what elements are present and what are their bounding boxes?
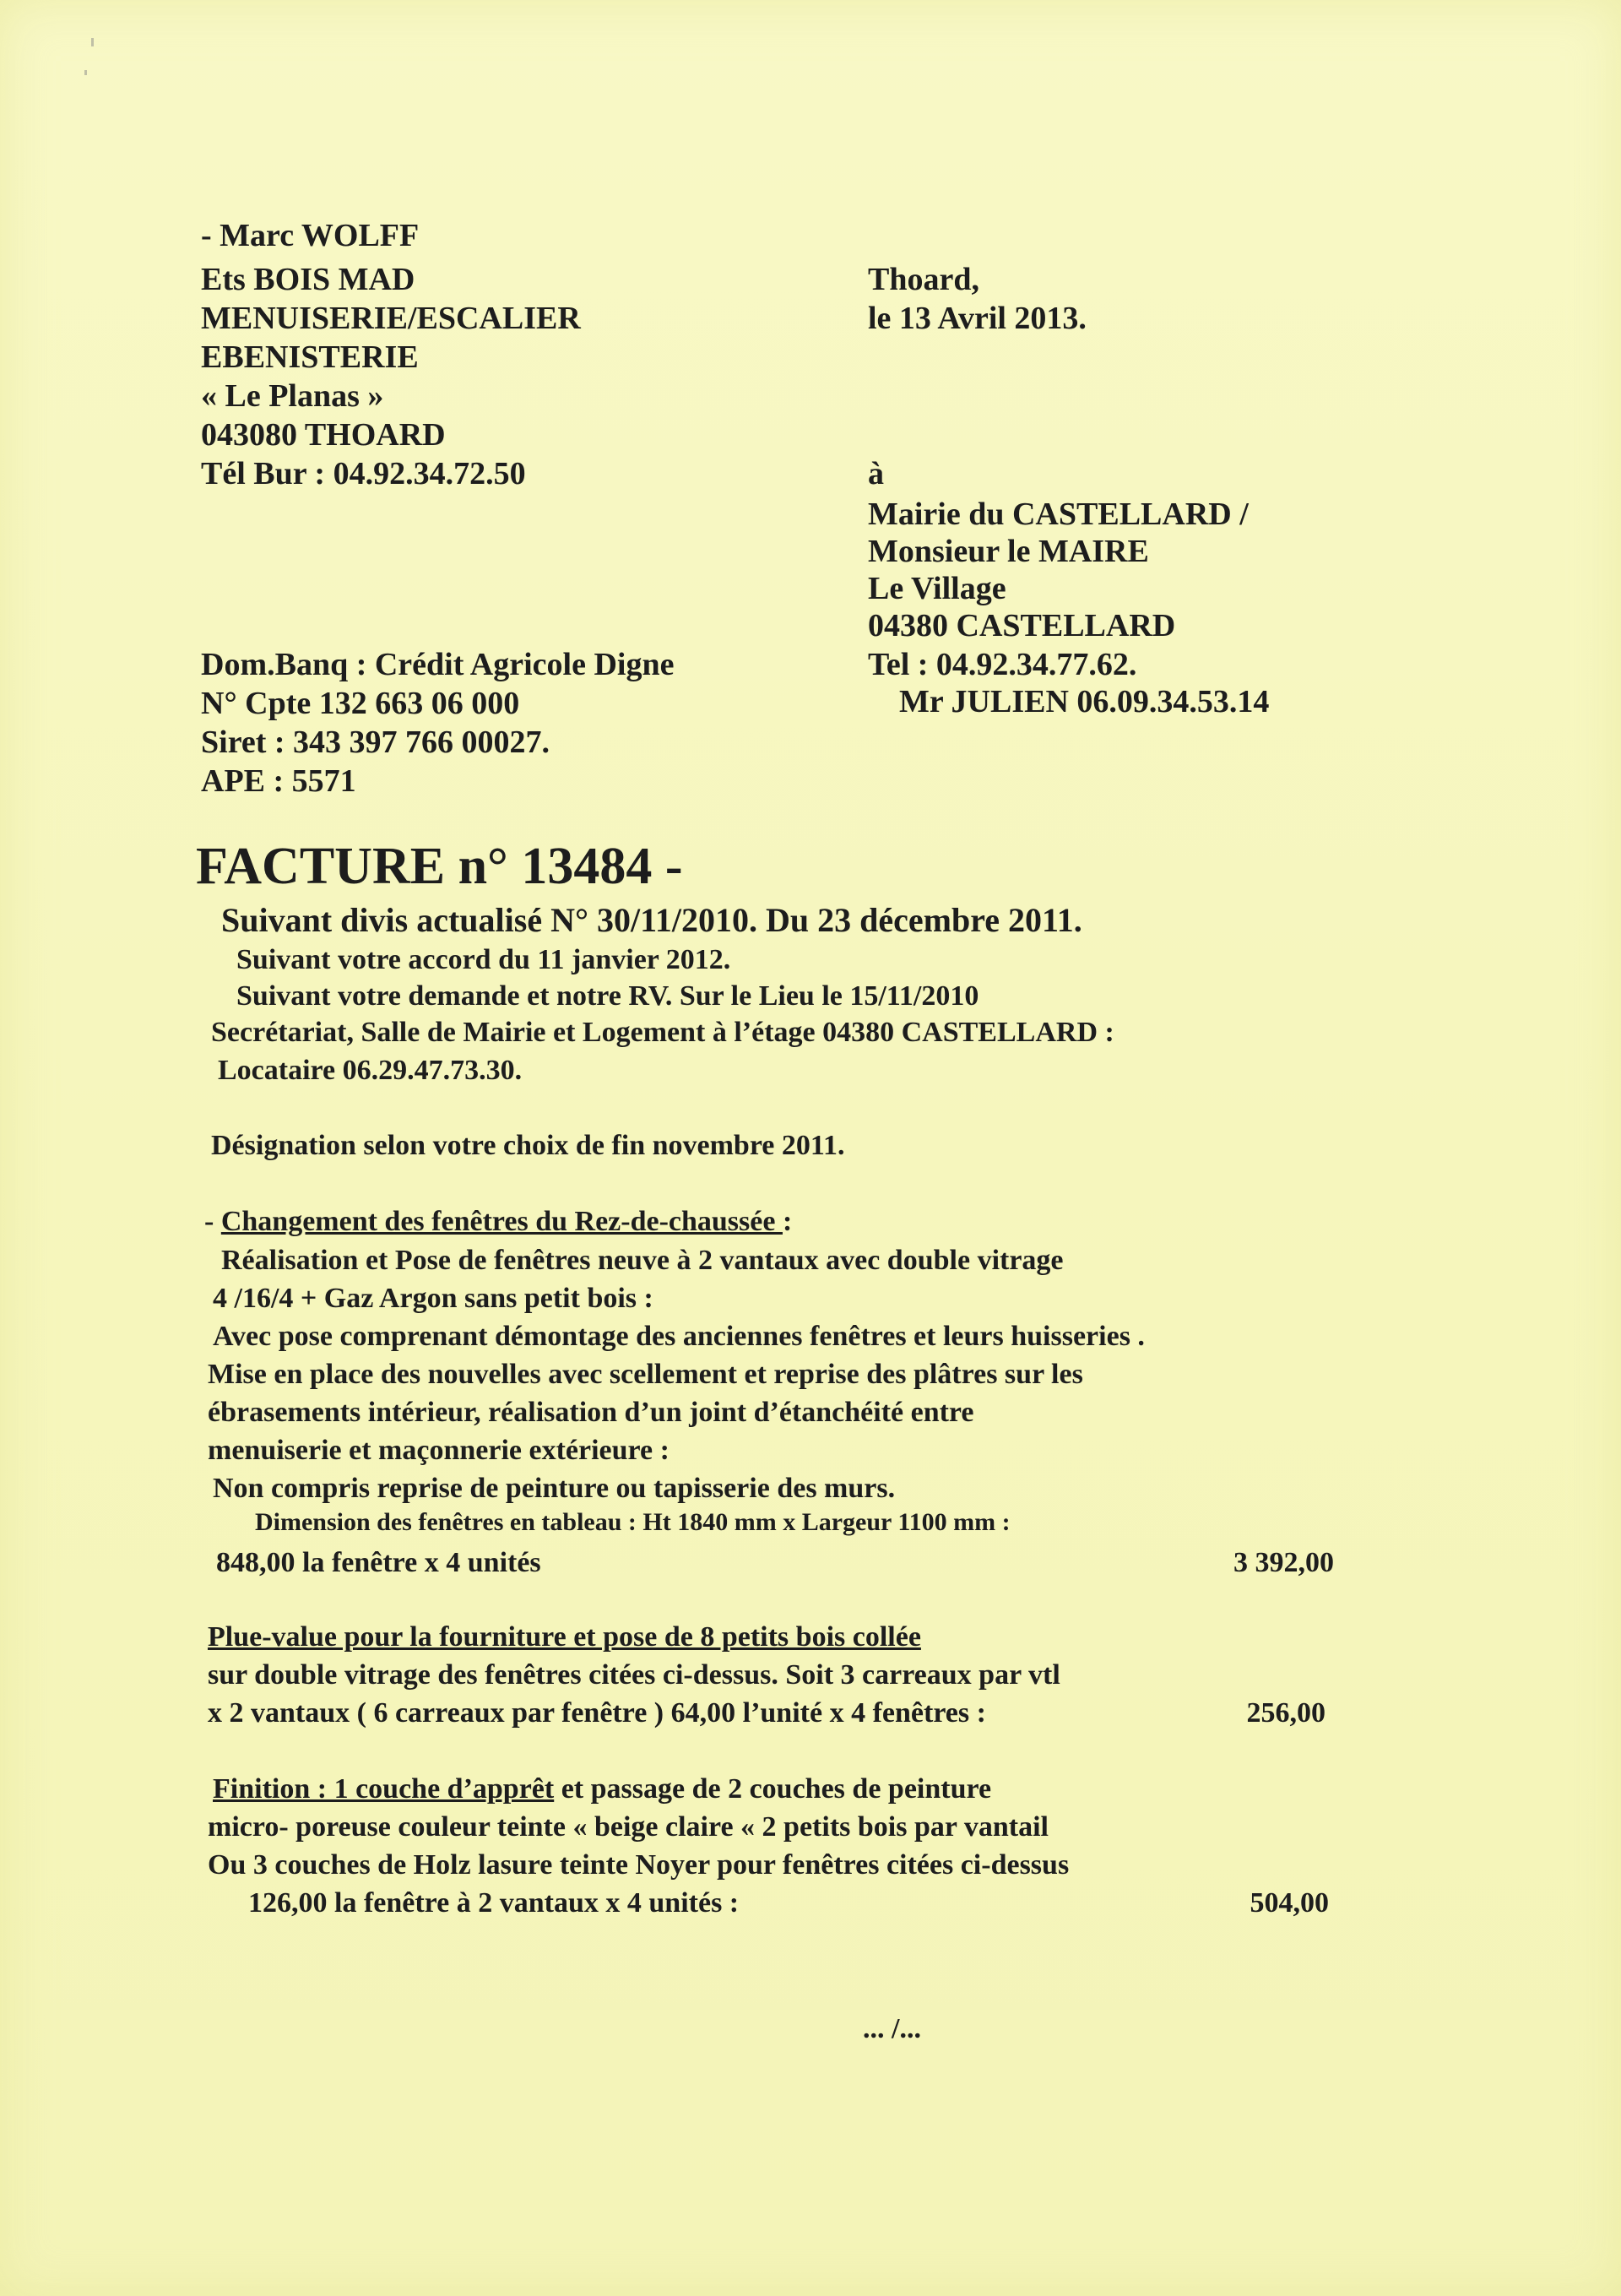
item3-heading-row [213,1775,991,1804]
item1-line-3: Avec pose comprenant démontage des anciennes fenêtres et leurs huisseries . [213,1321,1145,1352]
item1-line-7: Non compris reprise de peinture ou tapisserie des murs. [213,1473,896,1504]
invoice-ref-4: Secrétariat, Salle de Mairie et Logement à l’étage 04380 CASTELLARD : [211,1017,1114,1048]
sender-city: 043080 THOARD [201,417,446,453]
item1-heading-row [204,1208,792,1236]
sender-trade-1: MENUISERIE/ESCALIER [201,301,581,336]
speck [84,70,87,75]
item1-amount: 3 392,00 [1233,1547,1334,1578]
recipient-line-3: Le Village [868,571,1006,606]
scan-specks [84,38,110,89]
item2-line-2: x 2 vantaux ( 6 carreaux par fenêtre ) 64,00 l’unité x 4 fenêtres : [208,1697,986,1729]
invoice-ref-5: Locataire 06.29.47.73.30. [218,1055,523,1086]
item3-line-2: Ou 3 couches de Holz lasure teinte Noyer pour fenêtres citées ci-dessus [208,1849,1070,1881]
recipient-phone: Tel : 04.92.34.77.62. [868,647,1137,682]
item1-unit-price: 848,00 la fenêtre x 4 unités [216,1547,541,1578]
recipient-contact: Mr JULIEN 06.09.34.53.14 [899,684,1270,719]
sender-company: Ets BOIS MAD [201,262,415,297]
invoice-ref-1: Suivant divis actualisé N° 30/11/2010. Du 23 décembre 2011. [221,901,1082,939]
item1-line-1: Réalisation et Pose de fenêtres neuve à 2 vantaux avec double vitrage [221,1245,1064,1276]
sender-ape: APE : 5571 [201,763,356,799]
item3-heading-rest: et passage de 2 couches de peinture [554,1773,992,1805]
invoice-title: FACTURE n° 13484 - [196,838,683,895]
recipient-line-1: Mairie du CASTELLARD / [868,497,1249,532]
recipient-line-2: Monsieur le MAIRE [868,534,1149,569]
item1-prefix: - [204,1206,221,1237]
letter-date: le 13 Avril 2013. [868,301,1087,336]
item2-amount: 256,00 [1246,1697,1326,1729]
continued-marker: ... /... [863,2013,921,2044]
item1-dimensions: Dimension des fenêtres en tableau : Ht 1840 mm x Largeur 1100 mm : [255,1508,1011,1536]
item3-line-3: 126,00 la fenêtre à 2 vantaux x 4 unités : [248,1887,740,1919]
item3-line-1: micro- poreuse couleur teinte « beige claire « 2 petits bois par vantail [208,1811,1049,1843]
sender-phone: Tél Bur : 04.92.34.72.50 [201,456,526,491]
sender-place: « Le Planas » [201,378,384,414]
invoice-designation: Désignation selon votre choix de fin novembre 2011. [211,1130,845,1161]
item1-line-2: 4 /16/4 + Gaz Argon sans petit bois : [213,1283,653,1314]
invoice-ref-2: Suivant votre accord du 11 janvier 2012. [236,944,731,975]
sender-siret: Siret : 343 397 766 00027. [201,725,550,760]
item3-amount: 504,00 [1250,1887,1329,1919]
recipient-line-4: 04380 CASTELLARD [868,608,1176,643]
item1-line-4: Mise en place des nouvelles avec scellement et reprise des plâtres sur les [208,1359,1083,1390]
speck [91,38,94,46]
sender-name: - Marc WOLFF [201,218,420,253]
item1-line-6: menuiserie et maçonnerie extérieure : [208,1435,670,1466]
item2-line-1: sur double vitrage des fenêtres citées ci-dessus. Soit 3 carreaux par vtl [208,1659,1060,1691]
letter-place: Thoard, [868,262,979,297]
sender-trade-2: EBENISTERIE [201,339,419,375]
sender-account: N° Cpte 132 663 06 000 [201,686,520,721]
sender-bank: Dom.Banq : Crédit Agricole Digne [201,647,675,682]
invoice-ref-3: Suivant votre demande et notre RV. Sur le Lieu le 15/11/2010 [236,980,979,1012]
item1-heading: Changement des fenêtres du Rez-de-chaussée [220,1206,783,1237]
recipient-to: à [868,456,884,491]
item3-heading: Finition : 1 couche d’apprêt [213,1773,555,1805]
item2-heading: Plue-value pour la fourniture et pose de 8 petits bois collée [208,1621,921,1653]
item1-heading-suffix: : [782,1206,793,1237]
item1-line-5: ébrasements intérieur, réalisation d’un joint d’étanchéité entre [208,1397,974,1428]
